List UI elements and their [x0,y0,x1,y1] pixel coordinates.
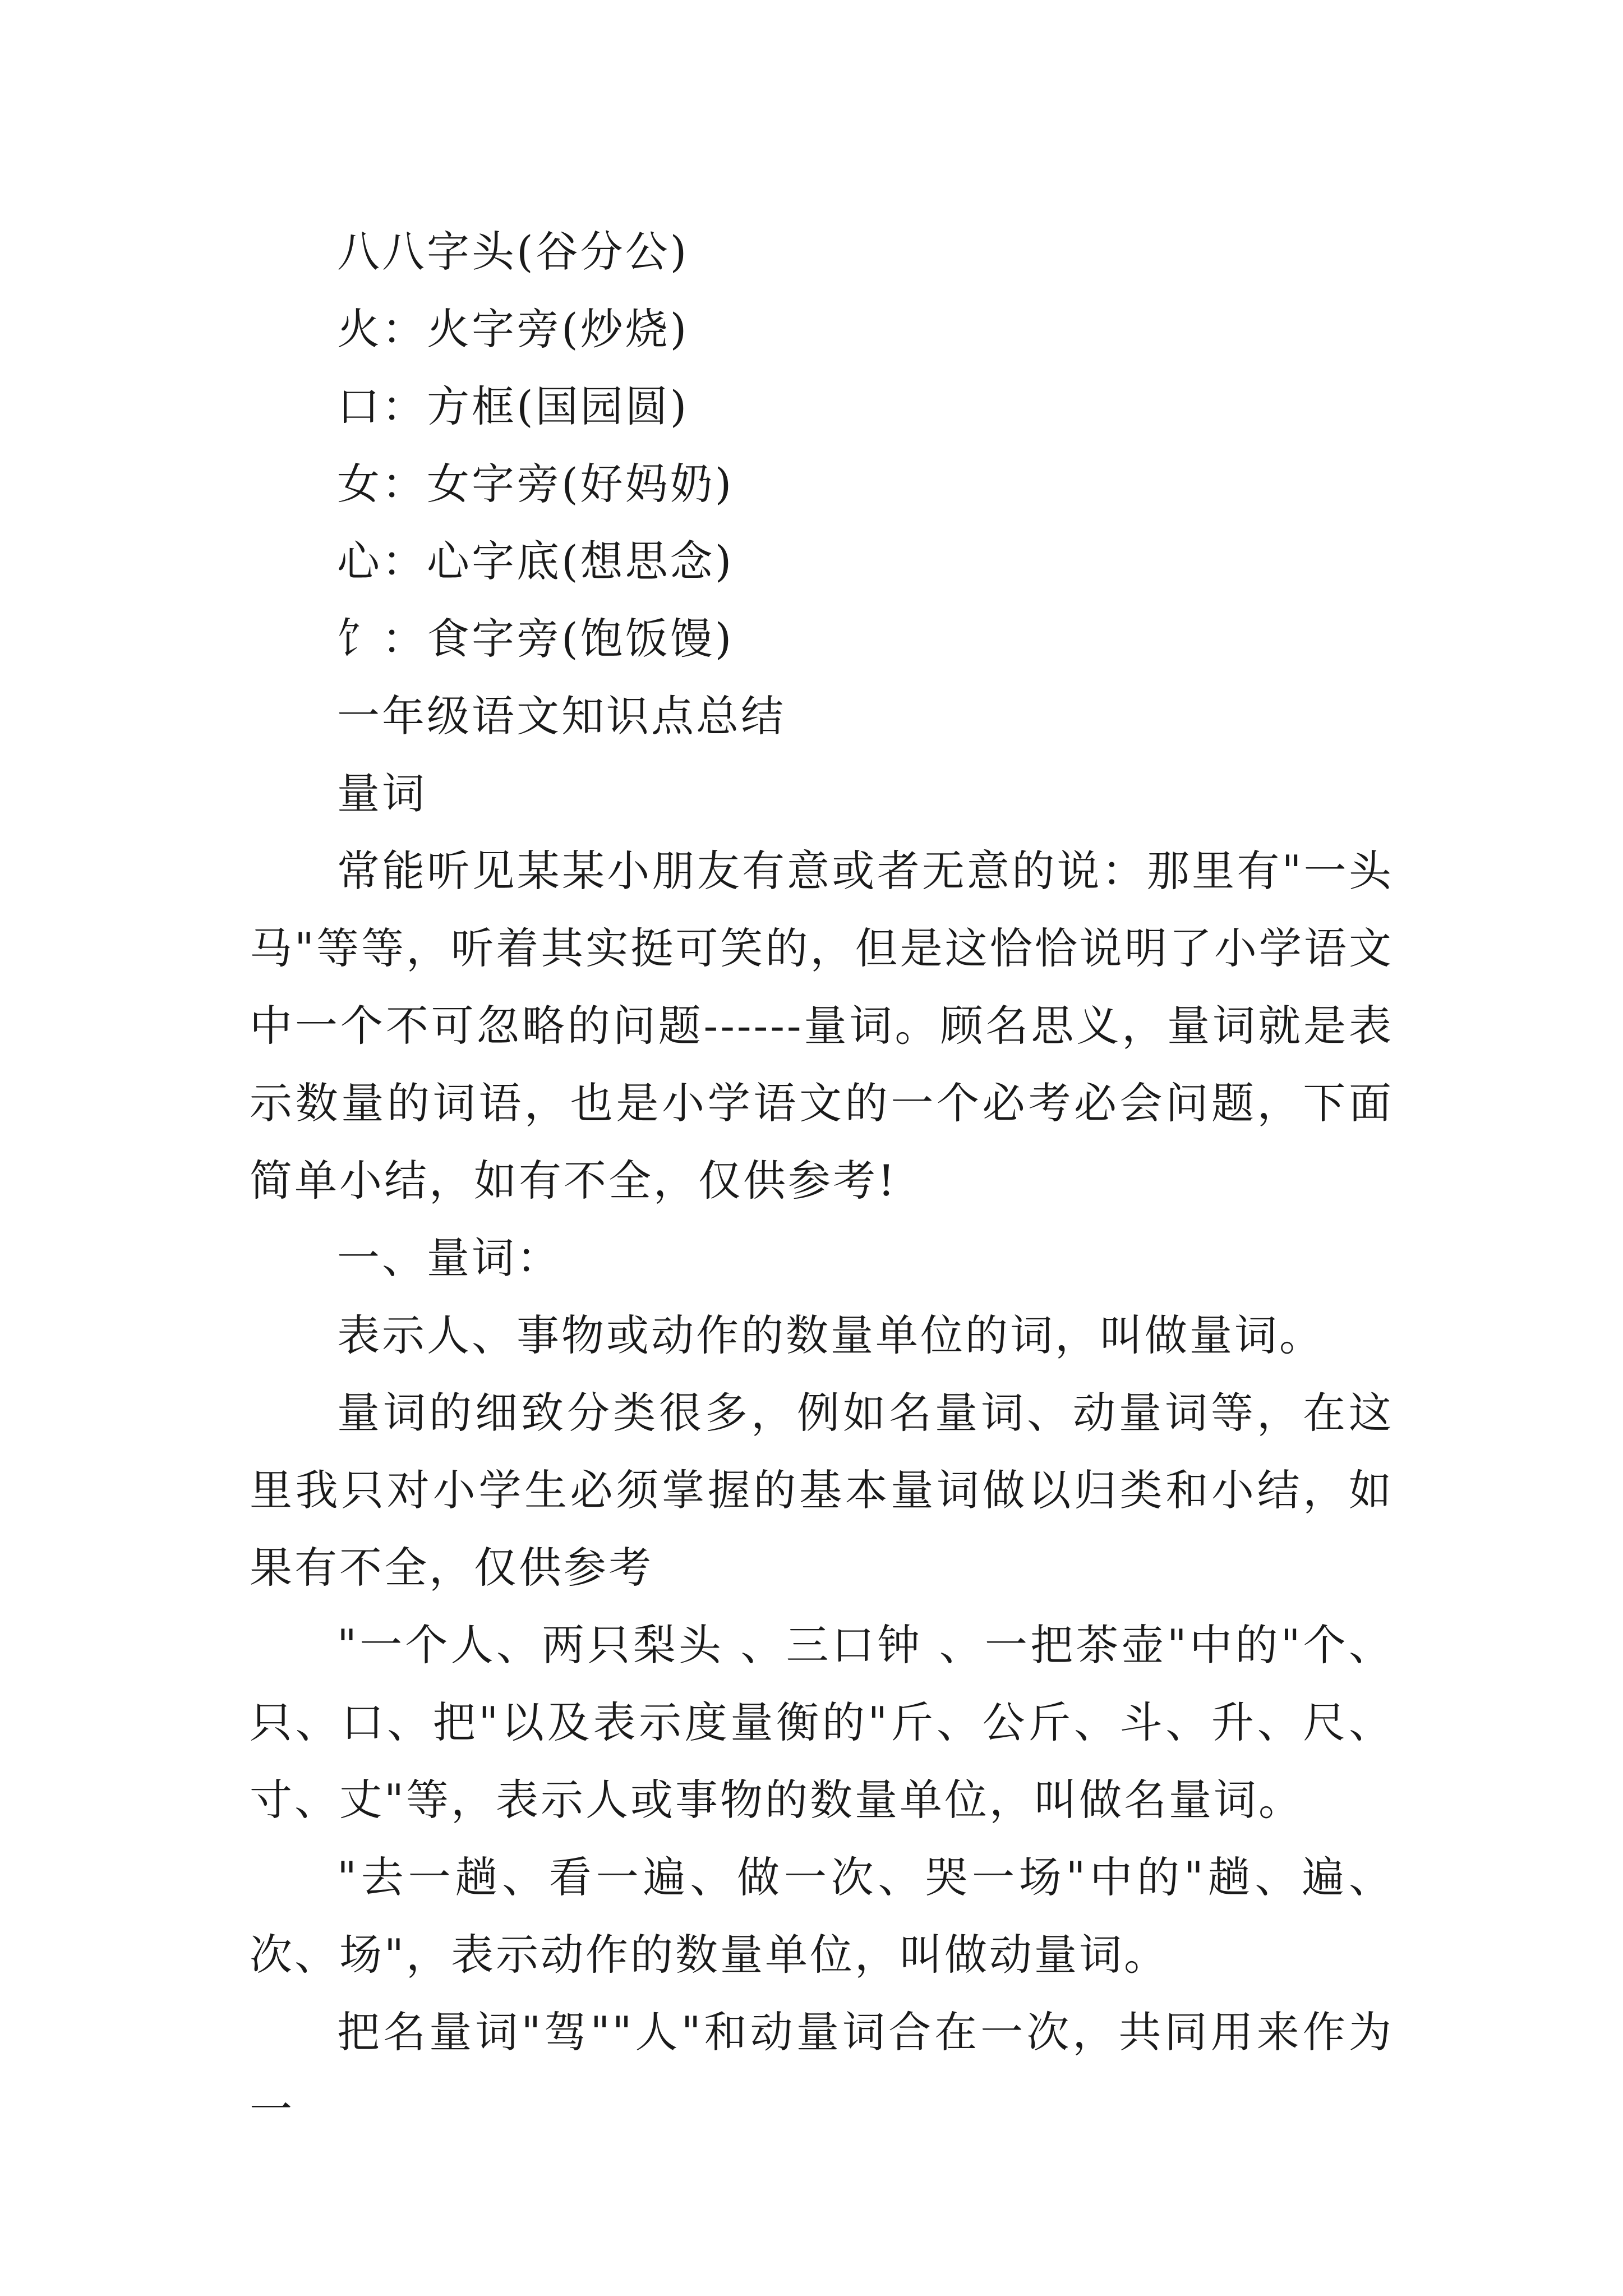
paragraph-radical-food: 饣：食字旁(饱饭馒) [337,614,734,664]
paragraph-radical-frame: 口：方框(国园圆) [337,381,689,431]
paragraph-radical-woman: 女：女字旁(好妈奶) [337,459,734,509]
subsection-heading: 量词 [337,769,427,818]
paragraph-radical-fire: 火：火字旁(炒烧) [337,304,689,354]
paragraph-combined-classifiers: 把名量词"驾""人"和动量词合在一次，共同用来作为一 [250,2007,1394,2134]
paragraph-radical-heart: 心：心字底(想思念) [337,536,734,586]
paragraph-radical-ba: 八八字头(谷分公) [337,227,689,277]
paragraph-intro: 常能听见某某小朋友有意或者无意的说：那里有"一头马"等等，听着其实挺可笑的，但是这恰恰说明了小学语文中一个不可忽略的问题------量词。顾名思义，量词就是表示数量的词语，也是小学语文的一个必考必会问题，下面简单小结，如有不全，仅供参考! [250,846,1394,1205]
paragraph-classification: 量词的细致分类很多，例如名量词、动量词等，在这里我只对小学生必须掌握的基本量词做以归类和小结，如果有不全，仅供参考 [250,1388,1394,1593]
paragraph-noun-classifiers: "一个人、两只梨头 、三口钟 、一把茶壶"中的"个、只、口、把"以及表示度量衡的"斤、公斤、斗、升、尺、寸、丈"等，表示人或事物的数量单位，叫做名量词。 [250,1620,1394,1825]
paragraph-verb-classifiers: "去一趟、看一遍、做一次、哭一场"中的"趟、遍、次、场"，表示动作的数量单位，叫做动量词。 [250,1852,1394,1980]
paragraph-definition: 表示人、事物或动作的数量单位的词，叫做量词。 [337,1310,1324,1360]
section-heading: 一年级语文知识点总结 [337,691,786,741]
document-body [250,213,1394,2148]
list-heading-one: 一、量词： [337,1233,561,1283]
